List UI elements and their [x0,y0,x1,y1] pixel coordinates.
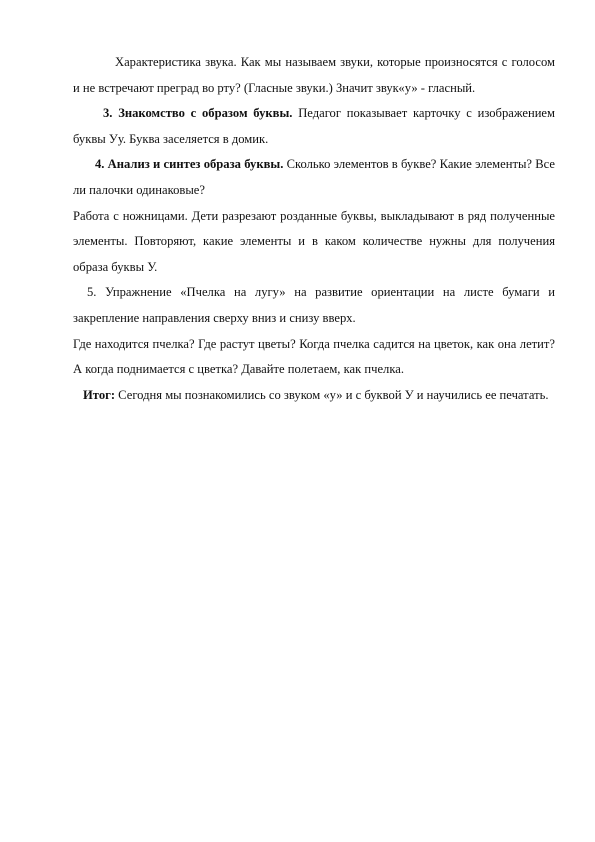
section-heading-4: 4. Анализ и синтез образа буквы. [95,157,284,172]
section-heading-3: 3. Знакомство с образом буквы. [103,106,293,121]
paragraph-text: Сегодня мы познакомились со звуком «у» и с буквой У и научились ее печатать. [115,387,549,402]
section-heading-5: 5. Упражнение «Пчелка на лугу» [87,285,286,300]
paragraph-text: Работа с ножницами. Дети разрезают розданные буквы, выкладывают в ряд полученные элементы. Повторяют, какие элементы и в каком количестве нужны для получения образа буквы У. [73,208,555,274]
paragraph-text: Педагог показывает карточку с изображением буквы Уу. Буква заселяется в домик. [73,106,555,146]
paragraph-scissors-work [73,204,555,281]
paragraph-letter-image [73,101,555,152]
document-page [73,50,555,408]
summary-heading: Итог: [83,387,116,402]
paragraph-text: Сколько элементов в букве? Какие элементы? Все ли палочки одинаковые? [73,157,555,197]
paragraph-summary [73,383,555,409]
paragraph-letter-analysis [73,152,555,203]
paragraph-text: Где находится пчелка? Где растут цветы? Когда пчелка садится на цветок, как она летит? А когда поднимается с цветка? Давайте полетаем, как пчелка. [73,336,555,377]
paragraph-text: на развитие ориентации на листе бумаги и закрепление направления сверху вниз и снизу вверх. [73,285,555,325]
paragraph-sound-characteristic [73,50,555,101]
paragraph-text: Характеристика звука. Как мы называем звуки, которые произносятся с голосом и не встречают преград во рту? (Гласные звуки.) Значит звук«у» - гласный. [73,55,555,95]
paragraph-bee-questions [73,332,555,383]
paragraph-bee-exercise [73,280,555,331]
